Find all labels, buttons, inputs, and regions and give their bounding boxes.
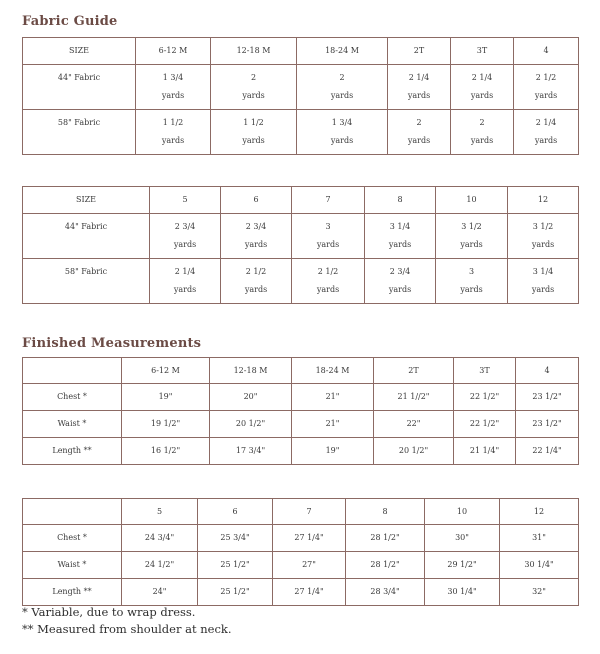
table-cell: 3 yards: [292, 214, 365, 259]
row-label: 44" Fabric: [23, 65, 136, 110]
table-cell: 23 1/2": [516, 411, 579, 438]
header-cell: 4: [516, 358, 579, 384]
table-cell: 1 3/4 yards: [136, 65, 211, 110]
row-label: Chest *: [23, 525, 122, 552]
table-cell: 22 1/2": [454, 384, 516, 411]
header-cell: 12-18 M: [211, 38, 297, 65]
table-cell: 3 1/2 yards: [436, 214, 508, 259]
table-cell: 20": [210, 384, 292, 411]
table-cell: 1 1/2 yards: [136, 110, 211, 155]
table-cell: 25 1/2": [198, 579, 273, 606]
header-cell: [23, 358, 122, 384]
table-cell: 23 1/2": [516, 384, 579, 411]
fabric-table-toddler: [22, 37, 579, 155]
header-cell: 8: [346, 499, 425, 525]
table-cell: 22 1/2": [454, 411, 516, 438]
table-cell: 20 1/2": [210, 411, 292, 438]
table-cell: 30 1/4": [500, 552, 579, 579]
footnote-variable: * Variable, due to wrap dress.: [22, 605, 196, 619]
header-cell: [23, 499, 122, 525]
table-cell: 32": [500, 579, 579, 606]
row-label: Length **: [23, 579, 122, 606]
table-cell: 2 1/2 yards: [221, 259, 292, 304]
row-label: 58" Fabric: [23, 259, 150, 304]
header-cell: 6-12 M: [136, 38, 211, 65]
table-cell: 2 yards: [297, 65, 388, 110]
table-cell: 3 1/4 yards: [508, 259, 579, 304]
table-cell: 24": [122, 579, 198, 606]
table-cell: 2 1/4 yards: [451, 65, 514, 110]
table-cell: 2 3/4 yards: [365, 259, 436, 304]
table-cell: 19": [292, 438, 374, 465]
header-cell: SIZE: [23, 38, 136, 65]
table-cell: 2 1/4 yards: [514, 110, 579, 155]
table-cell: 24 1/2": [122, 552, 198, 579]
table-cell: 27 1/4": [273, 579, 346, 606]
row-label: Waist *: [23, 552, 122, 579]
header-cell: 3T: [451, 38, 514, 65]
table-cell: 29 1/2": [425, 552, 500, 579]
table-cell: 28 1/2": [346, 552, 425, 579]
header-cell: 6: [198, 499, 273, 525]
table-cell: 21": [292, 384, 374, 411]
header-cell: 4: [514, 38, 579, 65]
table-cell: 19 1/2": [122, 411, 210, 438]
header-cell: SIZE: [23, 187, 150, 214]
table-cell: 22 1/4": [516, 438, 579, 465]
table-cell: 2 yards: [451, 110, 514, 155]
header-cell: 10: [436, 187, 508, 214]
table-cell: 28 1/2": [346, 525, 425, 552]
fabric-table-kids: [22, 186, 579, 304]
table-cell: 30 1/4": [425, 579, 500, 606]
header-cell: 12: [500, 499, 579, 525]
footnote-measured: ** Measured from shoulder at neck.: [22, 622, 232, 636]
table-cell: 2 1/2 yards: [292, 259, 365, 304]
header-cell: 7: [292, 187, 365, 214]
header-cell: 2T: [388, 38, 451, 65]
row-label: Chest *: [23, 384, 122, 411]
header-cell: 12: [508, 187, 579, 214]
table-cell: 1 3/4 yards: [297, 110, 388, 155]
table-cell: 21 1/4": [454, 438, 516, 465]
table-cell: 2 yards: [211, 65, 297, 110]
table-cell: 17 3/4": [210, 438, 292, 465]
table-cell: 27": [273, 552, 346, 579]
table-cell: 2 1/4 yards: [388, 65, 451, 110]
header-cell: 2T: [374, 358, 454, 384]
measurements-table-kids: [22, 498, 579, 606]
header-cell: 6-12 M: [122, 358, 210, 384]
header-cell: 5: [150, 187, 221, 214]
header-cell: 18-24 M: [292, 358, 374, 384]
row-label: Waist *: [23, 411, 122, 438]
table-cell: 19": [122, 384, 210, 411]
table-cell: 31": [500, 525, 579, 552]
fabric-guide-title: Fabric Guide: [22, 14, 118, 29]
table-cell: 21": [292, 411, 374, 438]
table-cell: 28 3/4": [346, 579, 425, 606]
measurements-table-toddler: [22, 357, 579, 465]
header-cell: 12-18 M: [210, 358, 292, 384]
table-cell: 1 1/2 yards: [211, 110, 297, 155]
table-cell: 24 3/4": [122, 525, 198, 552]
table-cell: 3 1/2 yards: [508, 214, 579, 259]
table-cell: 22": [374, 411, 454, 438]
header-cell: 18-24 M: [297, 38, 388, 65]
table-cell: 25 1/2": [198, 552, 273, 579]
table-cell: 30": [425, 525, 500, 552]
table-cell: 2 3/4 yards: [150, 214, 221, 259]
header-cell: 6: [221, 187, 292, 214]
table-cell: 16 1/2": [122, 438, 210, 465]
header-cell: 3T: [454, 358, 516, 384]
table-cell: 2 1/2 yards: [514, 65, 579, 110]
table-cell: 21 1//2": [374, 384, 454, 411]
header-cell: 7: [273, 499, 346, 525]
table-cell: 2 yards: [388, 110, 451, 155]
table-cell: 2 3/4 yards: [221, 214, 292, 259]
table-cell: 3 1/4 yards: [365, 214, 436, 259]
table-cell: 25 3/4": [198, 525, 273, 552]
header-cell: 8: [365, 187, 436, 214]
finished-measurements-title: Finished Measurements: [22, 336, 202, 351]
row-label: Length **: [23, 438, 122, 465]
table-cell: 2 1/4 yards: [150, 259, 221, 304]
header-cell: 5: [122, 499, 198, 525]
row-label: 58" Fabric: [23, 110, 136, 155]
header-cell: 10: [425, 499, 500, 525]
table-cell: 3 yards: [436, 259, 508, 304]
table-cell: 20 1/2": [374, 438, 454, 465]
table-cell: 27 1/4": [273, 525, 346, 552]
row-label: 44" Fabric: [23, 214, 150, 259]
